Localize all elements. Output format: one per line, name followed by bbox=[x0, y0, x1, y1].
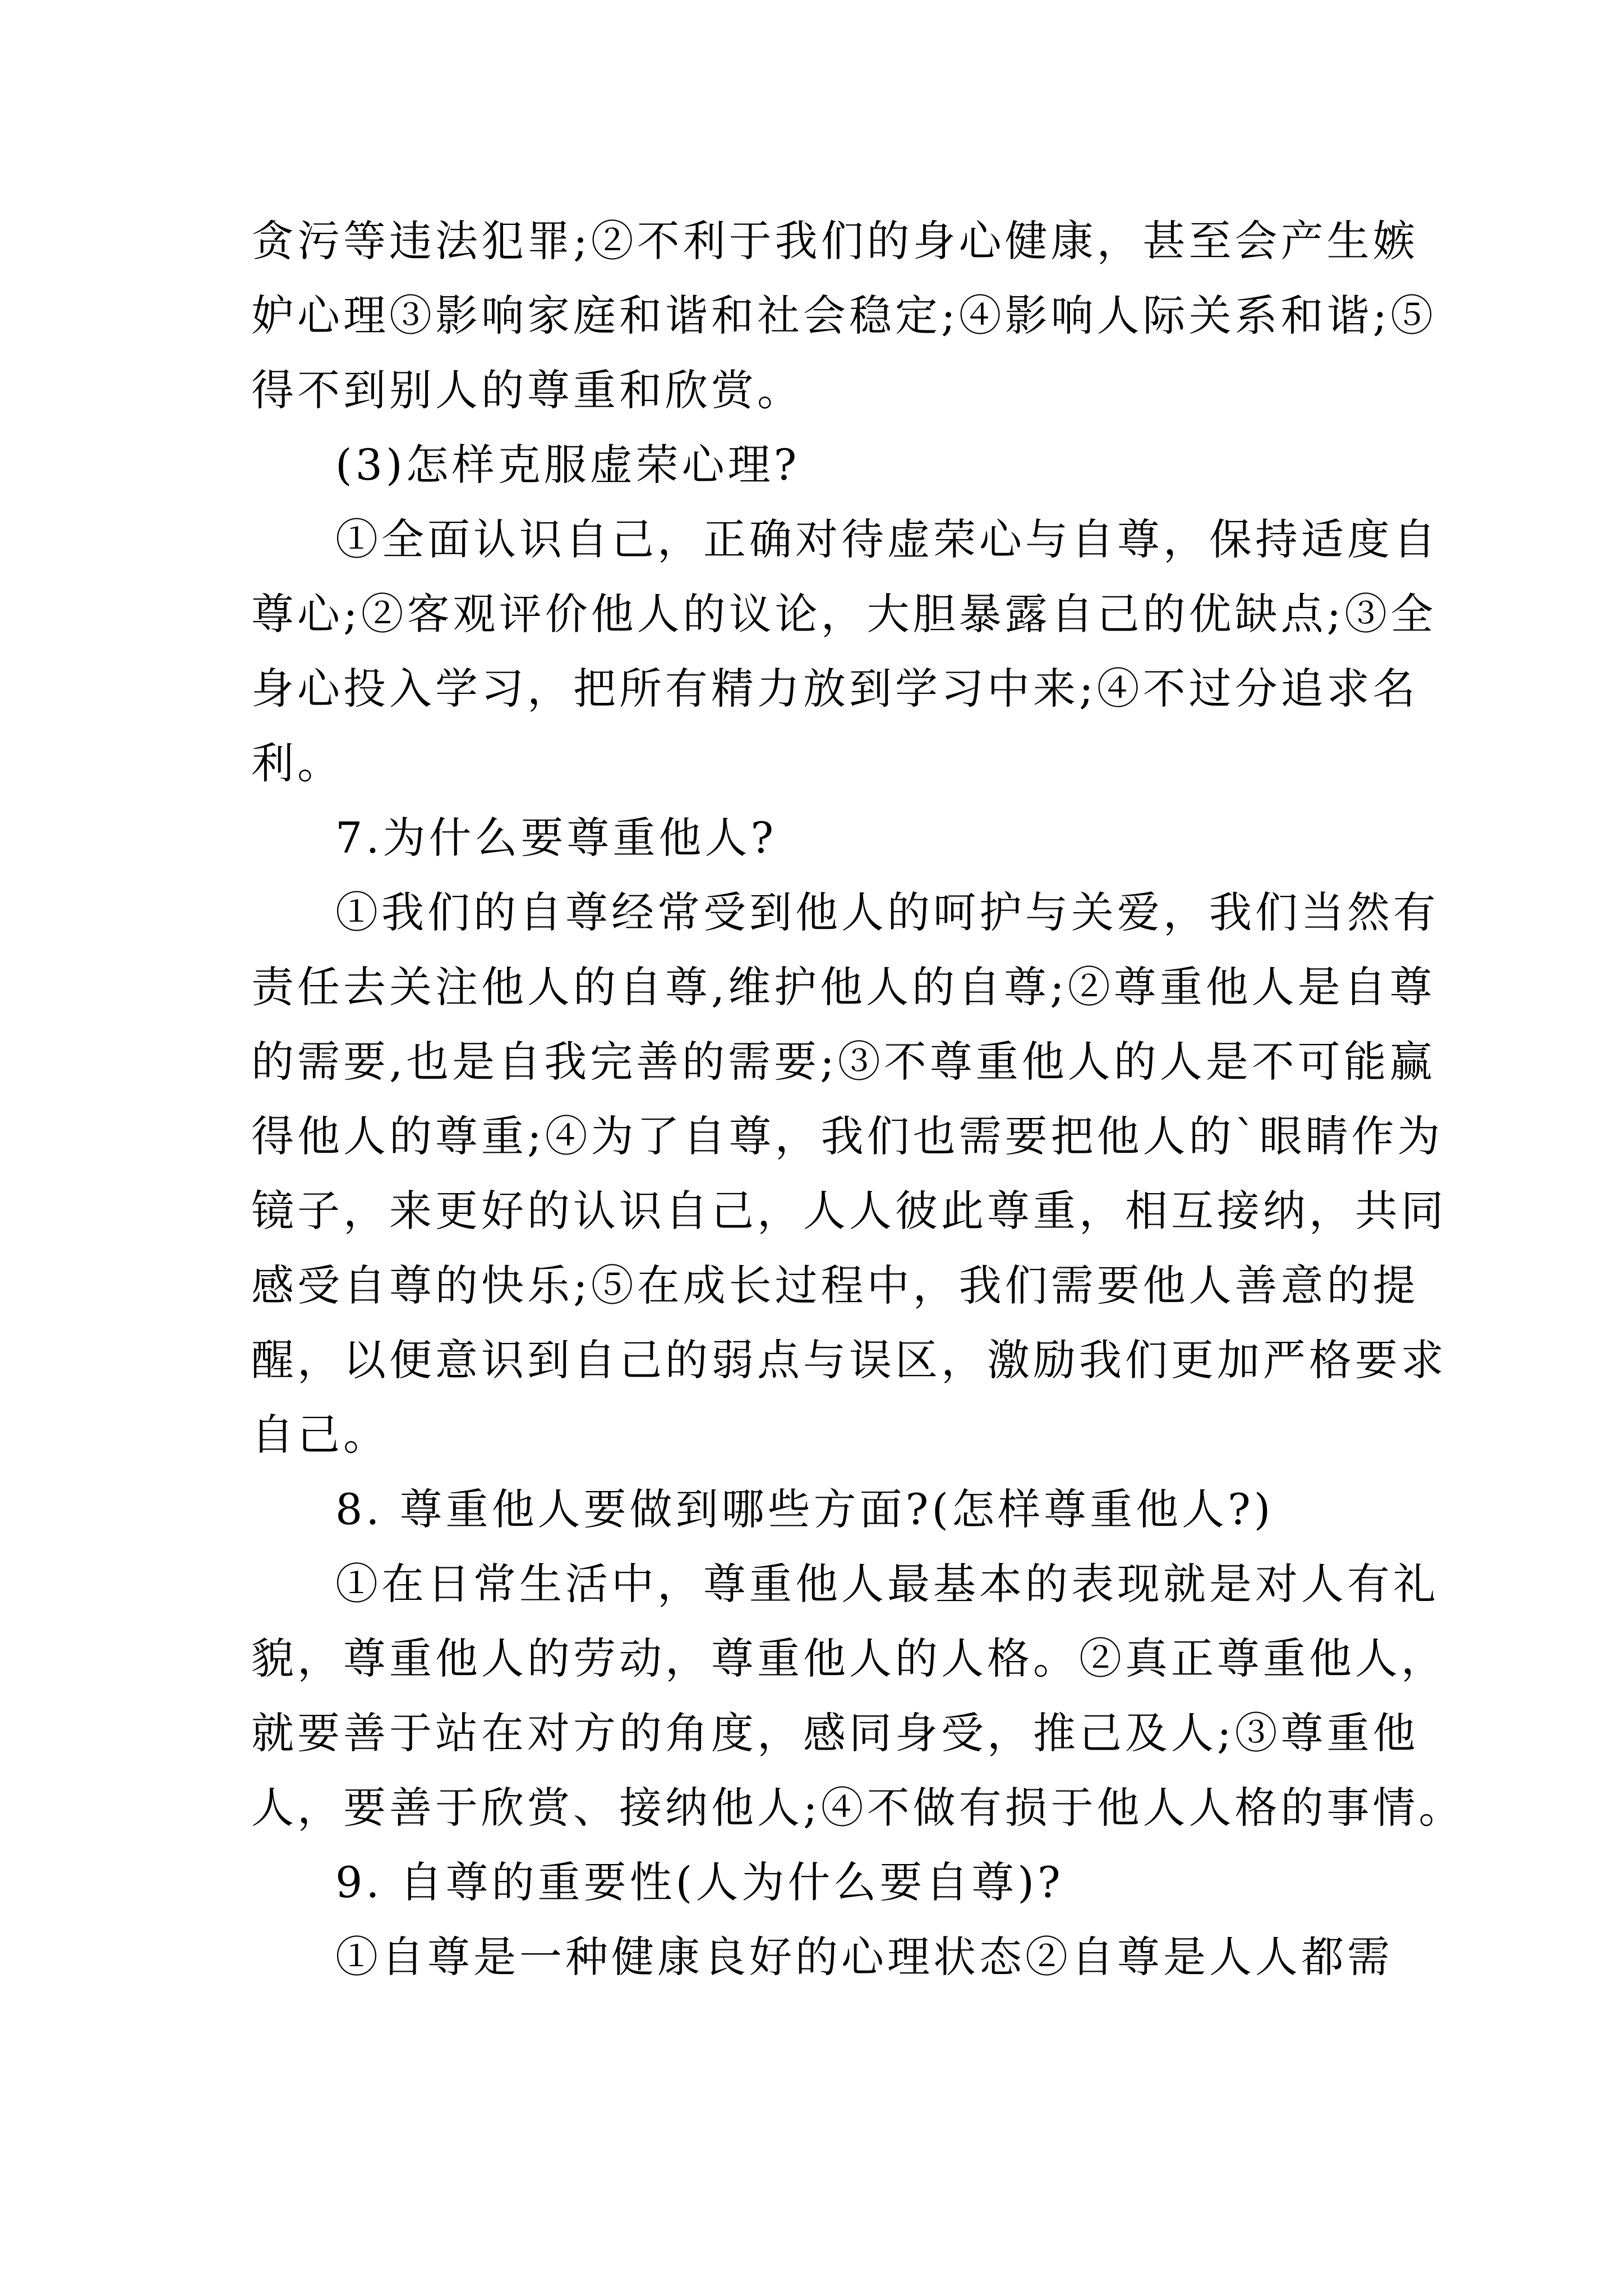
text-line: ①在日常生活中，尊重他人最基本的表现就是对人有礼 bbox=[335, 1559, 1439, 1609]
section-heading: 9. 自尊的重要性(人为什么要自尊)? bbox=[335, 1857, 1064, 1907]
text-line: 得不到别人的尊重和欣赏。 bbox=[251, 365, 803, 415]
text-line: 自己。 bbox=[251, 1410, 389, 1460]
text-line: 贪污等违法犯罪;②不利于我们的身心健康，甚至会产生嫉 bbox=[251, 216, 1419, 266]
section-heading: (3)怎样克服虚荣心理? bbox=[335, 440, 800, 490]
section-heading: 7.为什么要尊重他人? bbox=[335, 813, 777, 863]
text-line: 感受自尊的快乐;⑤在成长过程中，我们需要他人善意的提 bbox=[251, 1260, 1419, 1310]
text-line: 镜子，来更好的认识自己，人人彼此尊重，相互接纳，共同 bbox=[251, 1186, 1447, 1236]
text-line: ①全面认识自己，正确对待虚荣心与自尊，保持适度自 bbox=[335, 514, 1439, 564]
text-line: ①自尊是一种健康良好的心理状态②自尊是人人都需 bbox=[335, 1932, 1393, 1982]
text-line: 醒，以便意识到自己的弱点与误区，激励我们更加严格要求 bbox=[251, 1335, 1447, 1385]
text-line: 利。 bbox=[251, 738, 343, 788]
text-line: 尊心;②客观评价他人的议论，大胆暴露自己的优缺点;③全 bbox=[251, 589, 1437, 639]
text-line: 得他人的尊重;④为了自尊，我们也需要把他人的`眼睛作为 bbox=[251, 1111, 1444, 1161]
text-line: 身心投入学习，把所有精力放到学习中来;④不过分追求名 bbox=[251, 664, 1419, 714]
text-line: 就要善于站在对方的角度，感同身受，推己及人;③尊重他 bbox=[251, 1708, 1419, 1758]
text-line: 貌，尊重他人的劳动，尊重他人的人格。②真正尊重他人， bbox=[251, 1634, 1447, 1683]
text-line: 的需要,也是自我完善的需要;③不尊重他人的人是不可能赢 bbox=[251, 1037, 1436, 1087]
section-heading: 8. 尊重他人要做到哪些方面?(怎样尊重他人?) bbox=[335, 1484, 1274, 1534]
text-line: 责任去关注他人的自尊,维护他人的自尊;②尊重他人是自尊 bbox=[251, 962, 1436, 1012]
text-line: 妒心理③影响家庭和谐和社会稳定;④影响人际关系和谐;⑤ bbox=[251, 291, 1437, 341]
text-line: 人，要善于欣赏、接纳他人;④不做有损于他人人格的事情。 bbox=[251, 1783, 1465, 1833]
text-line: ①我们的自尊经常受到他人的呵护与关爱，我们当然有 bbox=[335, 887, 1439, 937]
